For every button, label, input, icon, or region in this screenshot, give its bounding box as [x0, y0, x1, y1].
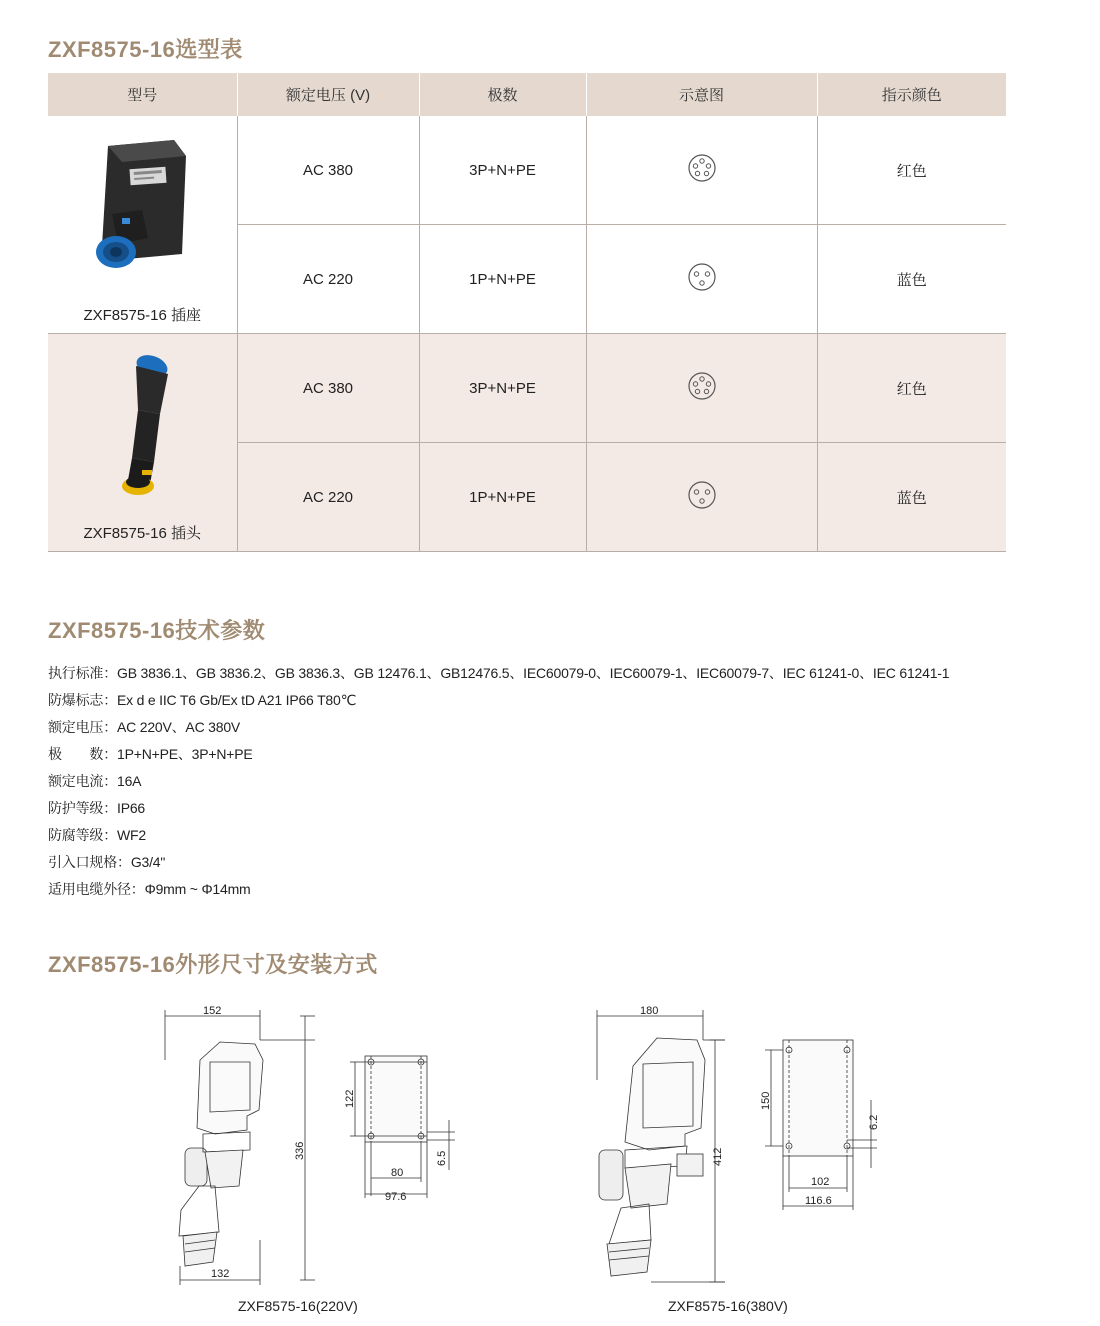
dim-plate-height: 122 [344, 1089, 356, 1108]
model-cell-plug [48, 334, 237, 552]
dim-width-top: 152 [203, 1005, 222, 1017]
spec-item: 防腐等级：WF2 [48, 827, 146, 843]
voltage-cell: AC 380 [237, 116, 419, 225]
dim-plate-outer: 116.6 [805, 1195, 832, 1207]
dim-plate-inner: 102 [811, 1176, 830, 1188]
model-label: ZXF8575-16 插座 [83, 307, 202, 324]
indicator-color-cell: 红色 [817, 116, 1006, 225]
diagram-cell [586, 443, 817, 552]
dim-height: 412 [712, 1147, 724, 1166]
spec-item: 引入口规格：G3/4" [48, 854, 166, 870]
five-pin-diagram-icon [687, 153, 717, 183]
model-cell-socket [48, 116, 237, 334]
spec-list [48, 662, 949, 905]
table-header-row [48, 73, 1006, 116]
table-row [48, 116, 1006, 225]
plug-product-image [82, 352, 202, 502]
selection-table [48, 73, 1006, 552]
dim-plate-outer: 97.6 [385, 1191, 407, 1203]
spec-item: 防爆标志：Ex d e IIC T6 Gb/Ex tD A21 IP66 T80℃ [48, 692, 357, 708]
drawing-220v [155, 1000, 475, 1290]
indicator-color-cell: 蓝色 [817, 225, 1006, 334]
dimensions-title: ZXF8575-16外形尺寸及安装方式 [48, 952, 378, 977]
poles-cell: 1P+N+PE [419, 443, 586, 552]
dim-height: 336 [294, 1141, 306, 1160]
dim-width-top: 180 [640, 1005, 659, 1017]
indicator-color-cell: 蓝色 [817, 443, 1006, 552]
selection-table-title: ZXF8575-16选型表 [48, 37, 243, 62]
poles-cell: 3P+N+PE [419, 334, 586, 443]
dim-plate-offset: 6.5 [436, 1150, 448, 1166]
table-row [48, 334, 1006, 443]
voltage-cell: AC 220 [237, 443, 419, 552]
diagram-cell [586, 334, 817, 443]
indicator-color-cell: 红色 [817, 334, 1006, 443]
spec-item: 防护等级：IP66 [48, 800, 145, 816]
header-poles: 极数 [419, 73, 586, 116]
drawing-380v [585, 1000, 905, 1290]
voltage-cell: AC 220 [237, 225, 419, 334]
spec-item: 额定电流：16A [48, 773, 142, 789]
dim-plate-inner: 80 [391, 1167, 404, 1179]
spec-item: 极 数：1P+N+PE、3P+N+PE [48, 746, 253, 762]
diagram-cell [586, 116, 817, 225]
spec-item: 额定电压：AC 220V、AC 380V [48, 719, 241, 735]
header-voltage: 额定电压 (V) [237, 73, 419, 116]
dim-plate-height: 150 [760, 1091, 772, 1110]
caption-380v: ZXF8575-16(380V) [668, 1298, 788, 1314]
spec-item: 适用电缆外径：Φ9mm ~ Φ14mm [48, 881, 251, 897]
three-pin-diagram-icon [687, 262, 717, 292]
socket-product-image [82, 134, 202, 284]
poles-cell: 3P+N+PE [419, 116, 586, 225]
five-pin-diagram-icon [687, 371, 717, 401]
caption-220v: ZXF8575-16(220V) [238, 1298, 358, 1314]
dim-plate-offset: 6.2 [868, 1114, 880, 1130]
spec-item: 执行标准：GB 3836.1、GB 3836.2、GB 3836.3、GB 12476.1、GB12476.5、IEC60079-0、IEC60079-1、IEC60079-7、IEC 61241-0、IEC 61241-1 [48, 665, 950, 681]
header-indicator-color: 指示颜色 [817, 73, 1006, 116]
header-model: 型号 [48, 73, 237, 116]
dim-width-bottom: 132 [211, 1268, 230, 1280]
voltage-cell: AC 380 [237, 334, 419, 443]
header-diagram: 示意图 [586, 73, 817, 116]
specs-title: ZXF8575-16技术参数 [48, 618, 266, 643]
diagram-cell [586, 225, 817, 334]
model-label: ZXF8575-16 插头 [83, 525, 202, 542]
three-pin-diagram-icon [687, 480, 717, 510]
poles-cell: 1P+N+PE [419, 225, 586, 334]
